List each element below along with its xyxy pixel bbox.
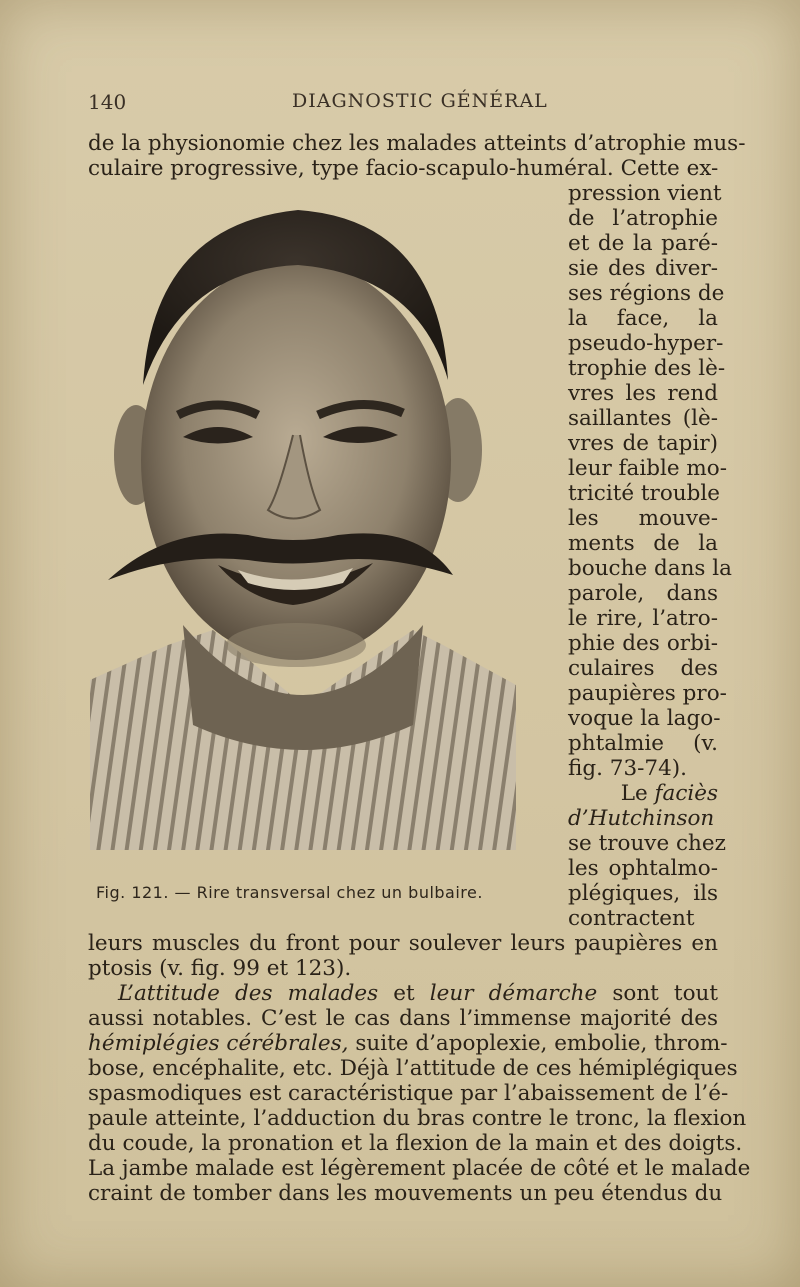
body-line: du coude, la pronation et la flexion de la main et des doigts. — [88, 1131, 743, 1156]
column-line: fig. 73-74). — [568, 756, 687, 781]
body-line-1: de la physionomie chez les malades atteints d’atrophie mus- — [88, 131, 746, 156]
column-line: pseudo-hyper- — [568, 331, 724, 356]
body-line-2: culaire progressive, type facio-scapulo-huméral. Cette ex- — [88, 156, 719, 181]
column-line: pression vient — [568, 181, 722, 206]
body-line: La jambe malade est légèrement placée de côté et le malade — [88, 1156, 751, 1181]
column-line: les mouve- — [568, 506, 718, 531]
body-line: paule atteinte, l’adduction du bras contre le tronc, la flexion — [88, 1106, 747, 1131]
running-title: DIAGNOSTIC GÉNÉRAL — [292, 90, 548, 112]
column-line: paupières pro- — [568, 681, 727, 706]
hemiplegie-term: hémiplégies cérébrales, — [88, 1031, 349, 1056]
column-line: voque la lago- — [568, 706, 721, 731]
column-line: tricité trouble — [568, 481, 720, 506]
page-number: 140 — [88, 90, 127, 114]
column-line: plégiques, ils — [568, 881, 718, 906]
facies-heading — [568, 781, 718, 806]
attitude-end: sont tout — [612, 981, 719, 1006]
column-line: contractent — [568, 906, 695, 931]
body-line: spasmodiques est caractéristique par l’abaissement de l’é- — [88, 1081, 729, 1106]
facies-term: faciès — [654, 781, 718, 806]
hutchinson-term: d’Hutchinson — [568, 806, 715, 831]
hemiplegie-rest: suite d’apoplexie, embolie, throm- — [355, 1031, 728, 1056]
column-line: trophie des lè- — [568, 356, 726, 381]
column-line: sie des diver- — [568, 256, 718, 281]
column-line: vres de tapir) — [568, 431, 718, 456]
figure-caption: Fig. 121. — Rire transversal chez un bulbaire. — [96, 883, 483, 902]
body-line: aussi notables. C’est le cas dans l’immense majorité des — [88, 1006, 718, 1031]
column-line: culaires des — [568, 656, 718, 681]
facies-le: Le — [620, 781, 648, 806]
column-line: ses régions de — [568, 281, 725, 306]
body-line: leurs muscles du front pour soulever leurs paupières en — [88, 931, 718, 956]
column-line: et de la paré- — [568, 231, 718, 256]
column-line: leur faible mo- — [568, 456, 728, 481]
column-line: bouche dans la — [568, 556, 732, 581]
body-line: bose, encéphalite, etc. Déjà l’attitude de ces hémiplégiques — [88, 1056, 738, 1081]
column-line: la face, la — [568, 306, 718, 331]
attitude-line — [118, 981, 718, 1006]
body-line: ptosis (v. fig. 99 et 123). — [88, 956, 352, 981]
column-line: vres les rend — [568, 381, 718, 406]
column-line: saillantes (lè- — [568, 406, 718, 431]
column-line: se trouve chez — [568, 831, 726, 856]
portrait-photo — [88, 205, 518, 855]
column-line: le rire, l’atro- — [568, 606, 718, 631]
hemiplegie-line — [88, 1031, 728, 1056]
column-line: parole, dans — [568, 581, 718, 606]
demarche-term: leur démarche — [429, 981, 598, 1006]
column-line: de l’atrophie — [568, 206, 718, 231]
column-line: les ophtalmo- — [568, 856, 718, 881]
column-line: phtalmie (v. — [568, 731, 718, 756]
attitude-mid: et — [393, 981, 415, 1006]
column-line: phie des orbi- — [568, 631, 718, 656]
attitude-term: L’attitude des malades — [118, 981, 379, 1006]
body-line: craint de tomber dans les mouvements un peu étendus du — [88, 1181, 723, 1206]
column-line: ments de la — [568, 531, 718, 556]
